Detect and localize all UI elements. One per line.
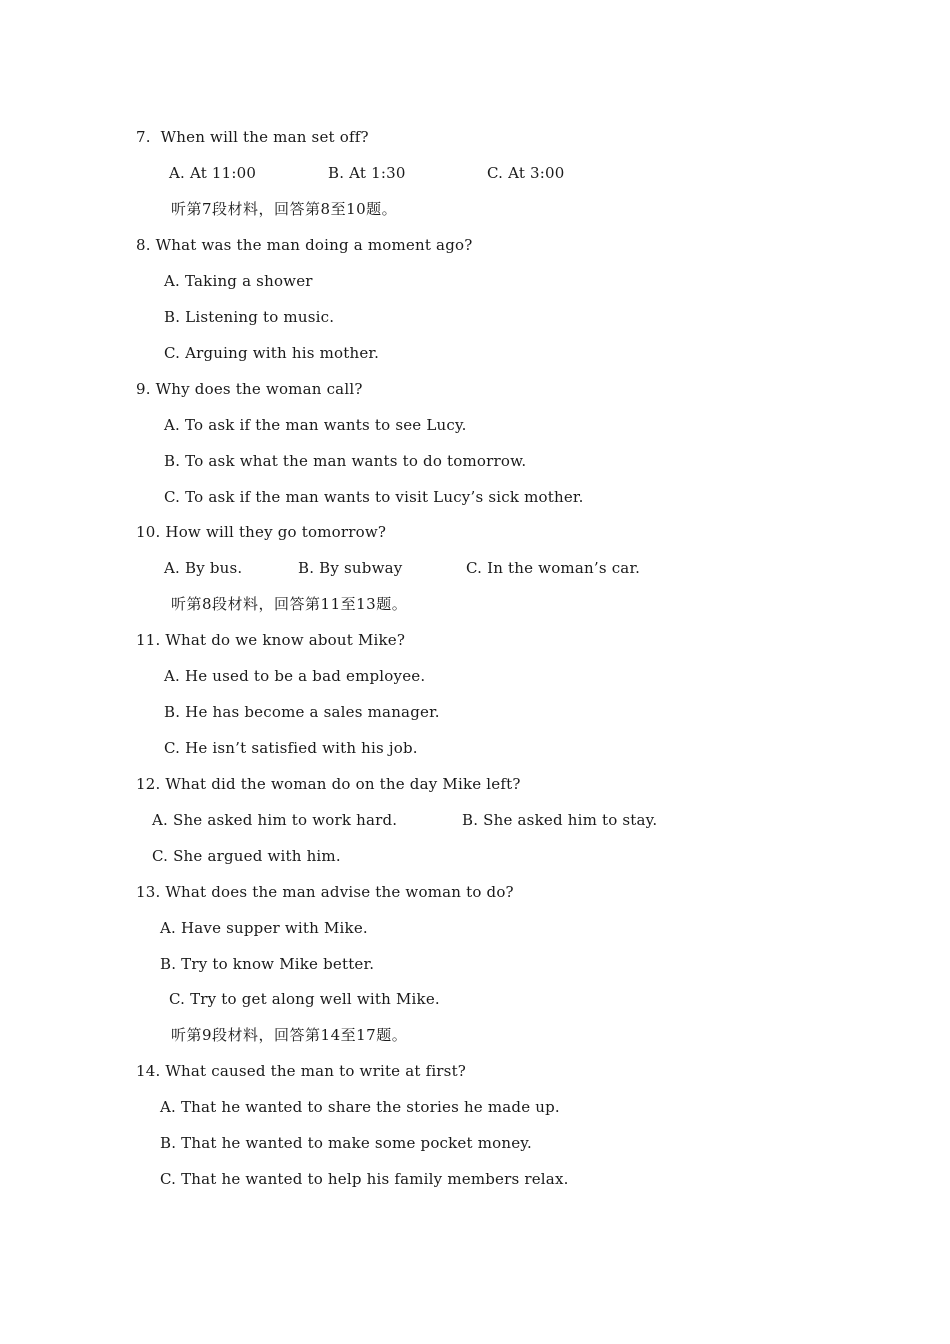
question-7-option-a: A. At 11:00 [169, 164, 257, 182]
question-8-option-c: C. Arguing with his mother. [164, 344, 380, 362]
question-11-option-a: A. He used to be a bad employee. [164, 667, 426, 685]
question-14-option-b: B. That he wanted to make some pocket money. [160, 1134, 532, 1152]
question-7-option-b: B. At 1:30 [328, 164, 406, 182]
question-13-option-b: B. Try to know Mike better. [160, 955, 375, 973]
question-12-option-c: C. She argued with him. [152, 847, 341, 865]
question-8-stem: 8. What was the man doing a moment ago? [136, 236, 473, 254]
question-14-option-c: C. That he wanted to help his family members relax. [160, 1170, 569, 1188]
section-8-instruction: 听第8段材料，回答第11至13题。 [171, 595, 408, 613]
question-10-option-b: B. By subway [298, 559, 403, 577]
question-7-stem: 7. When will the man set off? [136, 128, 369, 146]
question-9-option-c: C. To ask if the man wants to visit Lucy’s sick mother. [164, 488, 584, 506]
question-9-stem: 9. Why does the woman call? [136, 380, 363, 398]
question-12-option-a: A. She asked him to work hard. [152, 811, 398, 829]
question-14-option-a: A. That he wanted to share the stories he made up. [160, 1098, 560, 1116]
question-10-option-c: C. In the woman’s car. [466, 559, 641, 577]
question-12-stem: 12. What did the woman do on the day Mike left? [136, 775, 521, 793]
question-13-option-a: A. Have supper with Mike. [160, 919, 368, 937]
question-8-option-b: B. Listening to music. [164, 308, 335, 326]
question-8-option-a: A. Taking a shower [164, 272, 313, 290]
question-10-stem: 10. How will they go tomorrow? [136, 523, 387, 541]
question-11-stem: 11. What do we know about Mike? [136, 631, 406, 649]
section-9-instruction: 听第9段材料，回答第14至17题。 [171, 1026, 408, 1044]
question-9-option-b: B. To ask what the man wants to do tomorrow. [164, 452, 527, 470]
question-14-stem: 14. What caused the man to write at first? [136, 1062, 467, 1080]
question-13-option-c: C. Try to get along well with Mike. [169, 990, 440, 1008]
question-12-option-b: B. She asked him to stay. [462, 811, 658, 829]
question-7-option-c: C. At 3:00 [487, 164, 565, 182]
question-10-option-a: A. By bus. [164, 559, 243, 577]
question-9-option-a: A. To ask if the man wants to see Lucy. [164, 416, 467, 434]
question-11-option-b: B. He has become a sales manager. [164, 703, 440, 721]
question-11-option-c: C. He isn’t satisfied with his job. [164, 739, 418, 757]
section-7-instruction: 听第7段材料，回答第8至10题。 [171, 200, 398, 218]
question-13-stem: 13. What does the man advise the woman to do? [136, 883, 514, 901]
